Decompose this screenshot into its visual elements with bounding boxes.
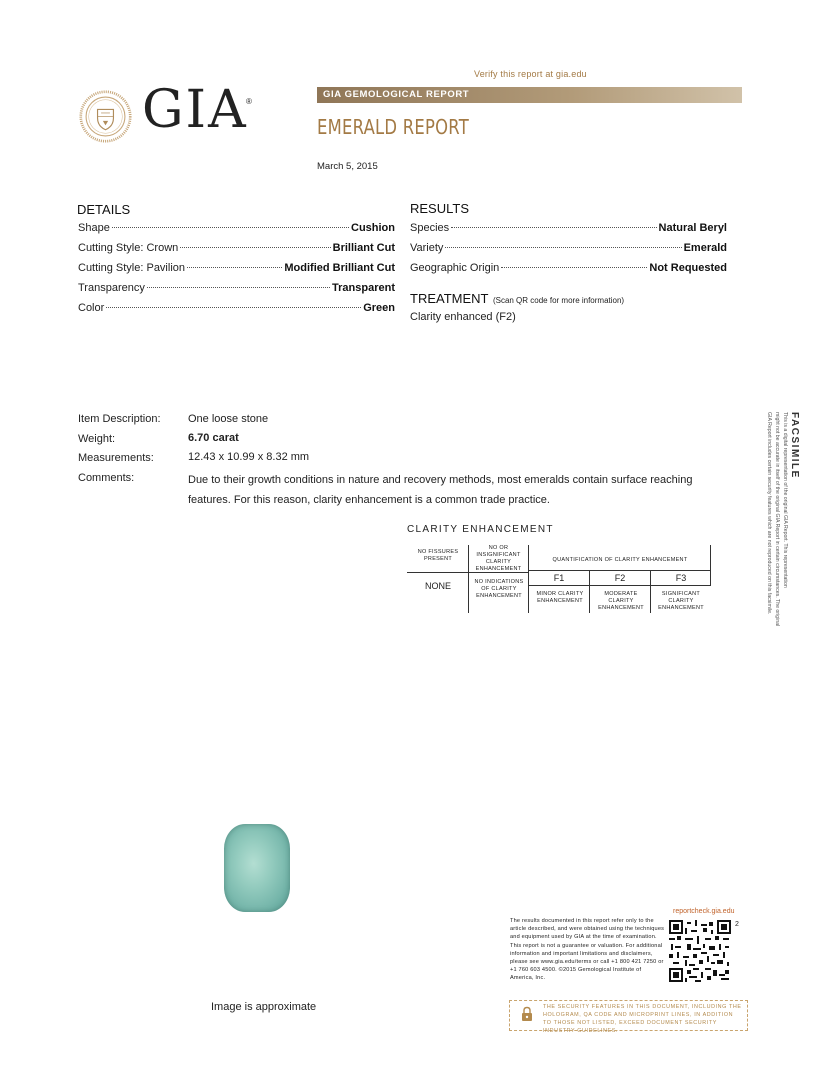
reportcheck-link[interactable]: reportcheck.gia.edu: [673, 908, 735, 915]
detail-value: Modified Brilliant Cut: [284, 262, 395, 274]
detail-label: Color: [78, 302, 105, 314]
col-no-fissures-header: NO FISSURES PRESENT: [417, 549, 459, 562]
grade-f2-desc: MODERATE CLARITY ENHANCEMENT: [598, 591, 644, 611]
verify-url-text: Verify this report at gia.edu: [474, 69, 587, 79]
item-description-value: One loose stone: [188, 413, 269, 425]
leader-dots: [445, 247, 681, 248]
grade-f1-code: F1: [553, 573, 565, 583]
leader-dots: [106, 307, 361, 308]
grade-f3-desc: SIGNIFICANT CLARITY ENHANCEMENT: [658, 591, 704, 611]
comments-value: Due to their growth conditions in nature and recovery methods, most emeralds contain surface reaching features. For this reason, clarity enhancement is a common trade practice.: [188, 474, 693, 506]
table-divider: [468, 545, 469, 613]
comments-label: Comments:: [78, 472, 135, 484]
leader-dots: [112, 227, 349, 228]
result-label: Species: [410, 222, 450, 234]
report-title: EMERALD REPORT: [317, 115, 470, 139]
treatment-value: Clarity enhanced (F2): [410, 311, 516, 323]
table-divider: [528, 545, 529, 613]
leader-dots: [180, 247, 330, 248]
clarity-table: [407, 545, 711, 613]
result-row: [410, 242, 727, 262]
treatment-heading: TREATMENT: [410, 291, 489, 306]
col-no-enhancement-header: NO OR INSIGNIFICANT CLARITY ENHANCEMENT: [475, 545, 522, 572]
result-value: Emerald: [683, 242, 727, 254]
weight-label: Weight:: [78, 433, 116, 445]
facsimile-line: GIA Report includes certain security features which are not reproduced on this facsimile.: [766, 412, 772, 615]
weight-value: 6.70 carat: [188, 432, 239, 444]
facsimile-notice: [765, 412, 800, 697]
registered-mark: ®: [246, 97, 252, 106]
gia-seal-icon: [79, 90, 132, 143]
detail-value: Transparent: [332, 282, 395, 294]
clarity-title: CLARITY ENHANCEMENT: [407, 524, 554, 535]
gia-logo: GIA: [142, 80, 248, 140]
results-list: [410, 222, 727, 282]
grade-f2-code: F2: [614, 573, 626, 583]
grade-f1-desc: MINOR CLARITY ENHANCEMENT: [536, 591, 584, 604]
measurements-label: Measurements:: [78, 452, 154, 464]
detail-value: Brilliant Cut: [332, 242, 395, 254]
result-value: Natural Beryl: [658, 222, 727, 234]
table-divider: [710, 545, 711, 585]
emerald-image: [224, 824, 290, 912]
detail-value: Cushion: [351, 222, 395, 234]
detail-row: [78, 242, 395, 262]
report-banner: [317, 87, 742, 103]
treatment-note: (Scan QR code for more information): [492, 296, 625, 305]
leader-dots: [501, 267, 647, 268]
no-indications-text: NO INDICATIONS OF CLARITY ENHANCEMENT: [474, 579, 524, 599]
result-label: Variety: [410, 242, 444, 254]
detail-label: Transparency: [78, 282, 145, 294]
detail-row: [78, 282, 395, 302]
table-divider: [650, 570, 651, 613]
detail-row: [78, 302, 395, 322]
facsimile-heading: FACSIMILE: [789, 412, 800, 479]
grade-f3-code: F3: [675, 573, 687, 583]
leader-dots: [147, 287, 330, 288]
table-divider: [529, 585, 711, 586]
detail-label: Cutting Style: Pavilion: [78, 262, 185, 274]
measurements-value: 12.43 x 10.99 x 8.32 mm: [188, 451, 310, 463]
qr-code-icon[interactable]: [669, 920, 731, 982]
treatment-header: [410, 290, 624, 308]
report-date: March 5, 2015: [317, 161, 378, 172]
table-divider: [529, 570, 711, 571]
security-notice-text: THE SECURITY FEATURES IN THIS DOCUMENT, INCLUDING THE HOLOGRAM, QA CODE AND MICROPRINT LINES, IN ADDITION TO THOSE NOT LISTED, EXCEED DOCUMENT SECURITY INDUSTRY GUIDELINES.: [543, 1004, 742, 1034]
result-row: [410, 222, 727, 242]
detail-value: Green: [363, 302, 395, 314]
result-row: [410, 262, 727, 282]
none-label: NONE: [424, 581, 451, 591]
disclaimer-text: The results documented in this report refer only to the article described, and were obtained using the techniques and equipment used by GIA at the time of examination. This report is not a guarantee or valuation. For additional information and important limitations and disclaimers, please see www.gia.edu/terms or call +1 800 421 7250 or +1 760 603 4500. ©2015 Gemological Institute of America, Inc.: [510, 918, 665, 982]
lock-icon: [521, 1006, 533, 1022]
qr-number: 2: [735, 921, 739, 928]
detail-row: [78, 262, 395, 282]
facsimile-line: This is a digital representation of the original GIA Report. This representation: [782, 412, 788, 588]
item-description-label: Item Description:: [78, 413, 161, 425]
details-heading: DETAILS: [77, 202, 131, 217]
banner-text: GIA GEMOLOGICAL REPORT: [323, 89, 470, 100]
facsimile-line: might not be accurate in itself of the original GIA Report in certain circumstances. The original: [774, 412, 780, 627]
result-value: Not Requested: [649, 262, 727, 274]
table-divider: [589, 570, 590, 613]
result-label: Geographic Origin: [410, 262, 500, 274]
detail-label: Shape: [78, 222, 110, 234]
leader-dots: [187, 267, 282, 268]
quantification-header: QUANTIFICATION OF CLARITY ENHANCEMENT: [552, 557, 688, 563]
image-caption: Image is approximate: [211, 1001, 317, 1013]
detail-row: [78, 222, 395, 242]
leader-dots: [451, 227, 656, 228]
detail-label: Cutting Style: Crown: [78, 242, 179, 254]
results-heading: RESULTS: [410, 201, 469, 216]
details-list: [78, 222, 395, 322]
